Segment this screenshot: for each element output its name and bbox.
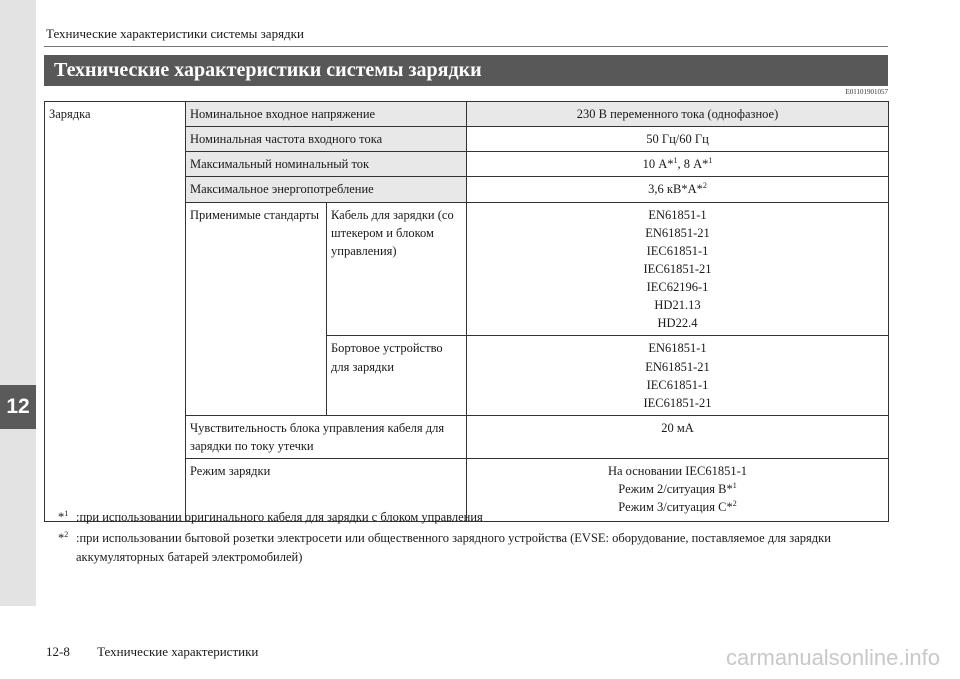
footnote-marker: *$^1$ [58,508,69,524]
row-label-voltage: Номинальное входное напряжение [186,102,467,127]
chapter-tab: 12 [0,385,36,429]
table-row [45,102,889,127]
running-footer [46,644,282,660]
header-rule [44,46,888,47]
row-value-voltage: 230 В переменного тока (однофазное) [467,102,889,127]
footnote-1: *$^1$ :при использовании оригинального кабеля для зарядки с блоком управления [58,508,888,527]
row-value-current: 10 А*$^1$, 8 А*$^1$ [467,152,889,177]
row-value-frequency: 50 Гц/60 Гц [467,127,889,152]
footnote-marker: *$^2$ [58,529,69,545]
watermark: carmanualsonline.info [725,645,940,670]
page-number: 12-8 [46,644,70,659]
section-title: Технические характеристики системы зарядки [44,55,888,86]
group-label: Зарядка [45,102,186,522]
spec-table [44,101,889,522]
row-value-leak: 20 мА [467,415,889,458]
footnotes [58,508,888,567]
row-label-frequency: Номинальная частота входного тока [186,127,467,152]
row-label-power: Максимальное энергопотребление [186,177,467,202]
footnote-2: *$^2$ :при использовании бытовой розетки электросети или общественного зарядного устройства (EVSE: оборудование, поставляемое для зарядки аккумуляторных батарей электромобилей) [58,529,831,564]
row-value-mode: На основании IEC61851-1 Режим 2/ситуация В*$^1$ Режим 3/ситуация С*$^2$ [467,459,889,522]
sub-label-onboard: Бортовое устройство для зарядки [327,336,467,416]
row-label-current: Максимальный номинальный ток [186,152,467,177]
row-label-mode: Режим зарядки [186,459,467,522]
row-label-leak: Чувствительность блока управления кабеля для зарядки по току утечки [186,415,467,458]
row-value-power: 3,6 кВ*А*$^2$ [467,177,889,202]
ref-code: E01101901057 [845,88,888,96]
running-header: Технические характеристики системы зарядки [46,26,304,41]
footer-title: Технические характеристики [97,644,259,659]
row-value-cable-standards: EN61851-1 EN61851-21 IEC61851-1 IEC61851-21 IEC62196-1 HD21.13 HD22.4 [467,202,889,336]
sub-label-cable: Кабель для зарядки (со штекером и блоком управления) [327,202,467,336]
row-label-standards: Применимые стандарты [186,202,327,415]
side-strip [0,0,36,606]
row-value-onboard-standards: EN61851-1 EN61851-21 IEC61851-1 IEC61851-21 [467,336,889,416]
